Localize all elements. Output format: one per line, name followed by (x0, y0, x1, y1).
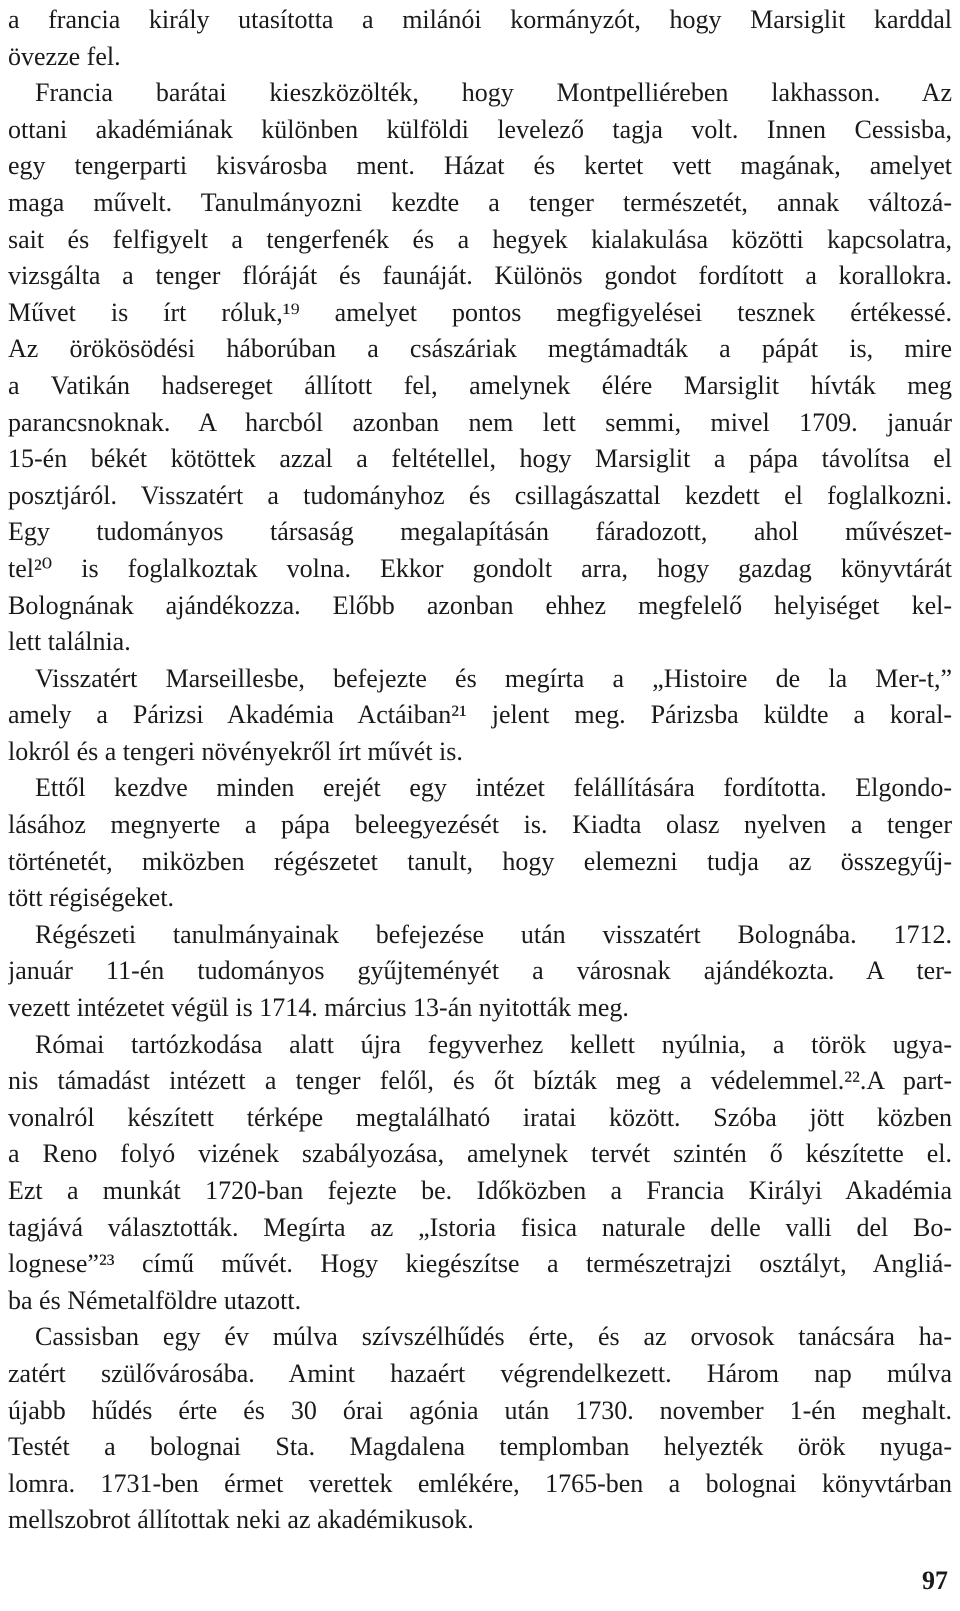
text-line: történetét, miközben régészetet tanult, hogy elemezni tudja az összegyűj- (8, 846, 952, 876)
text-line: Egy tudományos társaság megalapításán fáradozott, ahol művészet- (8, 517, 952, 547)
text-line: a Reno folyó vizének szabályozása, amelynek tervét szintén ő készítette el. (8, 1139, 952, 1169)
text-line: vizsgálta a tenger flóráját és faunáját. Különös gondot fordított a korallokra. (8, 261, 952, 291)
text-line: nis támadást intézett a tenger felől, és őt bízták meg a védelemmel.²².A part- (8, 1066, 952, 1096)
text-line: Művet is írt róluk,¹⁹ amelyet pontos megfigyelései tesznek értékessé. (8, 297, 952, 327)
paragraph (8, 661, 952, 771)
text-line: tött régiségeket. (8, 883, 175, 913)
text-line: Ezt a munkát 1720-ban fejezte be. Időközben a Francia Királyi Akadémia (8, 1176, 952, 1205)
text-line: 15-én békét kötöttek azzal a feltétellel, hogy Marsiglit a pápa távolítsa el (8, 444, 952, 474)
text-line: posztjáról. Visszatért a tudományhoz és csillagászattal kezdett el foglalkozni. (8, 480, 952, 510)
body-text (8, 2, 952, 1539)
text-line: vonalról készített térképe megtalálható iratai között. Szóba jött közben (8, 1102, 952, 1132)
text-line: egy tengerparti kisvárosba ment. Házat és kertet vett magának, amelyet (8, 151, 952, 181)
text-line: parancsnoknak. A harcból azonban nem lett semmi, mivel 1709. január (8, 407, 952, 437)
text-line: Cassisban egy év múlva szívszélhűdés érte, és az orvosok tanácsára ha- (35, 1322, 952, 1352)
text-line: ottani akadémiának különben külföldi levelező tagja volt. Innen Cessisba, (8, 114, 952, 144)
text-line: lognese”²³ című művét. Hogy kiegészítse a természetrajzi osztályt, Angliá- (8, 1249, 952, 1279)
text-line: sait és felfigyelt a tengerfenék és a hegyek kialakulása közötti kapcsolatra, (8, 224, 952, 254)
text-line: lett találnia. (8, 627, 131, 657)
text-line: Francia barátai kieszközölték, hogy Montpelliéreben lakhasson. Az (35, 78, 952, 108)
text-line: zatért szülővárosába. Amint hazaért végrendelkezett. Három nap múlva (8, 1358, 952, 1388)
text-line: maga művelt. Tanulmányozni kezdte a tenger természetét, annak változá- (8, 187, 952, 217)
text-line: vezett intézetet végül is 1714. március 13-án nyitották meg. (8, 993, 629, 1023)
text-line: újabb hűdés érte és 30 órai agónia után 1730. november 1-én meghalt. (8, 1395, 952, 1425)
text-line: Ettől kezdve minden erejét egy intézet felállítására fordította. Elgondo- (35, 773, 952, 803)
paragraph (8, 1027, 952, 1320)
text-line: Testét a bolognai Sta. Magdalena templomban helyezték örök nyuga- (8, 1432, 952, 1462)
text-line: tel²⁰ is foglalkoztak volna. Ekkor gondolt arra, hogy gazdag könyvtárát (8, 553, 952, 583)
text-line: lokról és a tengeri növényekről írt művét is. (8, 736, 463, 766)
text-line: Visszatért Marseillesbe, befejezte és megírta a „Histoire de la Mer-t,” (35, 663, 952, 693)
text-line: Régészeti tanulmányainak befejezése után visszatért Bolognába. 1712. (35, 919, 952, 949)
paragraph (8, 2, 952, 75)
page-number: 97 (922, 1566, 948, 1595)
text-line: Bolognának ajándékozza. Előbb azonban ehhez megfelelő helyiséget kel- (8, 590, 952, 620)
text-line: tagjává választották. Megírta az „Istoria fisica naturale delle valli del Bo- (8, 1212, 952, 1242)
text-line: mellszobrot állítottak neki az akadémikusok. (8, 1505, 474, 1535)
text-line: lásához megnyerte a pápa beleegyezését is. Kiadta olasz nyelven a tenger (8, 810, 952, 840)
paragraph (8, 917, 952, 1027)
text-line: a Vatikán hadsereget állított fel, amelynek élére Marsiglit hívták meg (8, 370, 952, 400)
text-line: övezze fel. (8, 41, 121, 71)
text-line: a francia király utasította a milánói kormányzót, hogy Marsiglit karddal (8, 5, 952, 34)
text-line: amely a Párizsi Akadémia Actáiban²¹ jelent meg. Párizsba küldte a koral- (8, 700, 952, 730)
text-line: Az örökösödési háborúban a császáriak megtámadták a pápát is, mire (8, 334, 952, 364)
text-line: ba és Németalföldre utazott. (8, 1285, 302, 1315)
paragraph (8, 75, 952, 661)
text-line: január 11-én tudományos gyűjteményét a városnak ajándékozta. A ter- (8, 956, 952, 986)
text-line: Római tartózkodása alatt újra fegyverhez kellett nyúlnia, a török ugya- (35, 1029, 952, 1059)
text-line: lomra. 1731-ben érmet verettek emlékére, 1765-ben a bolognai könyvtárban (8, 1468, 952, 1498)
paragraph (8, 770, 952, 916)
paragraph (8, 1319, 952, 1539)
